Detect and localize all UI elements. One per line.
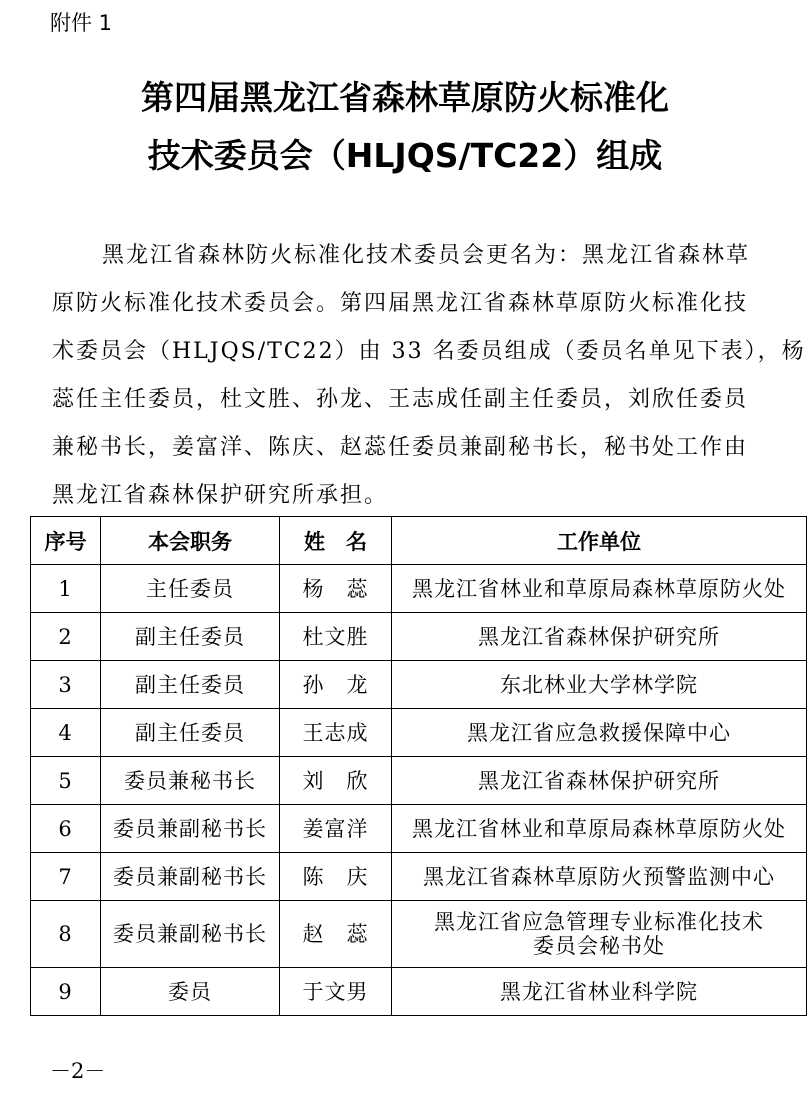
- cell-serial: 2: [31, 613, 101, 661]
- document-title-line-1: 第四届黑龙江省森林草原防火标准化: [141, 78, 669, 117]
- header-serial: 序号: [31, 517, 101, 565]
- header-role: 本会职务: [101, 517, 280, 565]
- cell-unit: 黑龙江省林业和草原局森林草原防火处: [392, 565, 807, 613]
- cell-serial: 7: [31, 853, 101, 901]
- header-unit: 工作单位: [392, 517, 807, 565]
- cell-name: 陈 庆: [280, 853, 392, 901]
- cell-name: 刘 欣: [280, 757, 392, 805]
- cell-serial: 9: [31, 968, 101, 1016]
- cell-role: 委员: [101, 968, 280, 1016]
- table-row: [31, 901, 807, 968]
- page-number: －2－: [50, 1059, 106, 1083]
- members-table: [30, 516, 807, 1016]
- intro-paragraph: [52, 232, 806, 520]
- cell-unit: 黑龙江省林业和草原局森林草原防火处: [392, 805, 807, 853]
- paragraph-line: 黑龙江省森林防火标准化技术委员会更名为：黑龙江省森林草: [102, 243, 751, 268]
- cell-name: 杨 蕊: [280, 565, 392, 613]
- cell-name: 孙 龙: [280, 661, 392, 709]
- table-row: [31, 565, 807, 613]
- paragraph-line: 黑龙江省森林保护研究所承担。: [52, 483, 389, 508]
- cell-role: 委员兼副秘书长: [101, 901, 280, 968]
- cell-unit-line: 委员会秘书处: [533, 934, 665, 958]
- cell-serial: 1: [31, 565, 101, 613]
- document-title-line-2: 技术委员会（HLJQS/TC22）组成: [147, 136, 663, 175]
- table-header-row: [31, 517, 807, 565]
- cell-name: 王志成: [280, 709, 392, 757]
- cell-unit: [392, 901, 807, 968]
- table-row: [31, 709, 807, 757]
- cell-name: 赵 蕊: [280, 901, 392, 968]
- attachment-label: 附件 1: [50, 11, 113, 35]
- paragraph-line: 兼秘书长，姜富洋、陈庆、赵蕊任委员兼副秘书长，秘书处工作由: [52, 435, 749, 460]
- table-row: [31, 757, 807, 805]
- cell-unit: 黑龙江省森林草原防火预警监测中心: [392, 853, 807, 901]
- paragraph-line: 蕊任主任委员，杜文胜、孙龙、王志成任副主任委员，刘欣任委员: [52, 387, 749, 412]
- cell-serial: 4: [31, 709, 101, 757]
- table-row: [31, 805, 807, 853]
- cell-unit: 黑龙江省森林保护研究所: [392, 757, 807, 805]
- cell-role: 副主任委员: [101, 613, 280, 661]
- cell-name: 杜文胜: [280, 613, 392, 661]
- table-row: [31, 853, 807, 901]
- cell-serial: 5: [31, 757, 101, 805]
- cell-unit: 黑龙江省应急救援保障中心: [392, 709, 807, 757]
- cell-name: 于文男: [280, 968, 392, 1016]
- cell-role: 副主任委员: [101, 661, 280, 709]
- cell-serial: 6: [31, 805, 101, 853]
- paragraph-line: 原防火标准化技术委员会。第四届黑龙江省森林草原防火标准化技: [52, 291, 749, 316]
- cell-role: 主任委员: [101, 565, 280, 613]
- cell-name: 姜富洋: [280, 805, 392, 853]
- table-row: [31, 613, 807, 661]
- cell-unit: 东北林业大学林学院: [392, 661, 807, 709]
- cell-role: 委员兼副秘书长: [101, 805, 280, 853]
- table-row: [31, 968, 807, 1016]
- header-name: 姓 名: [280, 517, 392, 565]
- cell-role: 副主任委员: [101, 709, 280, 757]
- cell-unit: 黑龙江省林业科学院: [392, 968, 807, 1016]
- paragraph-line: 术委员会（HLJQS/TC22）由 33 名委员组成（委员名单见下表），杨: [52, 339, 806, 364]
- cell-role: 委员兼副秘书长: [101, 853, 280, 901]
- cell-serial: 3: [31, 661, 101, 709]
- cell-serial: 8: [31, 901, 101, 968]
- table-row: [31, 661, 807, 709]
- cell-role: 委员兼秘书长: [101, 757, 280, 805]
- cell-unit: 黑龙江省森林保护研究所: [392, 613, 807, 661]
- cell-unit-line: 黑龙江省应急管理专业标准化技术: [434, 910, 764, 934]
